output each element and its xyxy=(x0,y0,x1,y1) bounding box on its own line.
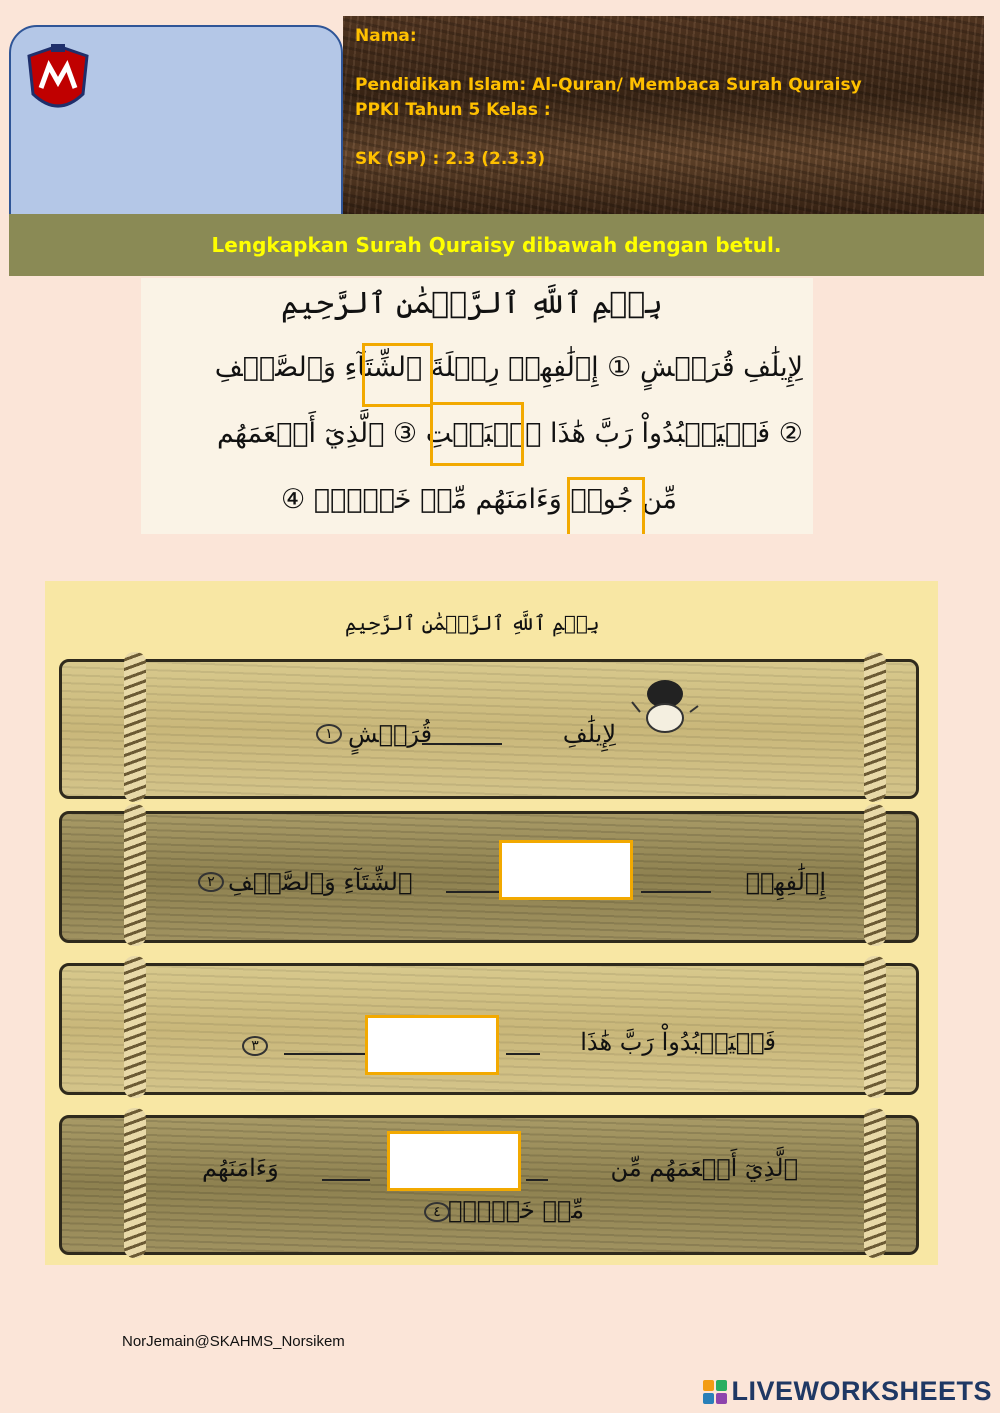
school-crest-icon xyxy=(23,42,93,122)
rope-left xyxy=(124,1108,146,1258)
verse-1-end: قُرَيۡشٍ xyxy=(348,720,433,748)
verse-4-blank-line-left xyxy=(322,1178,370,1181)
verse-4-start: ٱلَّذِيٓ أَطۡعَمَهُم مِّن xyxy=(610,1154,798,1182)
highlight-word-2 xyxy=(430,402,524,466)
worksheet-basmalah: بِسۡمِ ٱللَّهِ ٱلرَّحۡمَٰنِ ٱلرَّحِيمِ xyxy=(345,611,600,635)
liveworksheets-logo[interactable] xyxy=(703,1376,992,1407)
verse-2-blank-line-left xyxy=(446,890,504,893)
rope-right xyxy=(864,956,886,1098)
rope-left xyxy=(124,956,146,1098)
verse-4-number: ٤ xyxy=(424,1202,450,1222)
verse-4-line-2: مِّنۡ خَوۡفِۭ xyxy=(448,1196,585,1224)
verse-2-end: ٱلشِّتَآءِ وَٱلصَّيۡفِ xyxy=(228,868,413,896)
verse-1-start: لِإِيلَٰفِ xyxy=(562,720,616,748)
rope-right xyxy=(864,1108,886,1258)
verse-3-blank-line-left xyxy=(284,1052,370,1055)
rope-right xyxy=(864,652,886,802)
highlight-word-3 xyxy=(567,477,645,534)
standard-line: SK (SP) : 2.3 (2.3.3) xyxy=(355,149,546,169)
reference-line-2: ② فَلۡيَعۡبُدُواْ رَبَّ هَٰذَا ٱلۡبَيۡتِ ③ ٱلَّذِيٓ أَطۡعَمَهُم xyxy=(217,418,803,449)
reference-line-3: مِّن جُوعٖ وَءَامَنَهُم مِّنۡ خَوۡفِۭ ④ xyxy=(281,484,678,515)
worksheet-board xyxy=(45,581,938,1265)
class-line: PPKI Tahun 5 Kelas : xyxy=(355,100,551,120)
verse-4-blank-line-right xyxy=(526,1178,548,1181)
verse-1-blank-line xyxy=(422,742,502,745)
verse-3-blank-line-right xyxy=(506,1052,540,1055)
name-label: Nama: xyxy=(355,26,417,46)
rope-left xyxy=(124,652,146,802)
verse-2-blank-line-right xyxy=(641,890,711,893)
highlight-word-1 xyxy=(362,343,433,407)
answer-input-2[interactable] xyxy=(365,1015,499,1075)
student-info-panel xyxy=(343,16,984,214)
rope-right xyxy=(864,804,886,946)
reference-line-1: لِإِيلَٰفِ قُرَيۡشٍ ① إِۦلَٰفِهِمۡ رِحۡلَةَ ٱلشِّتَآءِ وَٱلصَّيۡفِ xyxy=(214,352,803,383)
verse-2-number: ٢ xyxy=(198,872,224,892)
subject-line: Pendidikan Islam: Al-Quran/ Membaca Surah Quraisy xyxy=(355,75,862,95)
liveworksheets-brand: LIVEWORKSHEETS xyxy=(731,1376,992,1406)
verse-4-end: وَءَامَنَهُم xyxy=(202,1154,279,1182)
reference-basmalah: بِسۡمِ ٱللَّهِ ٱلرَّحۡمَٰنِ ٱلرَّحِيمِ xyxy=(281,286,663,321)
author-credit: NorJemain@SKAHMS_Norsikem xyxy=(122,1333,345,1350)
school-logo-panel xyxy=(9,25,343,223)
mouse-illustration-icon xyxy=(630,672,700,738)
verse-3-number: ٣ xyxy=(242,1036,268,1056)
rope-left xyxy=(124,804,146,946)
instruction-text: Lengkapkan Surah Quraisy dibawah dengan betul. xyxy=(211,233,782,257)
instruction-banner xyxy=(9,214,984,276)
answer-input-3[interactable] xyxy=(387,1131,521,1191)
answer-input-1[interactable] xyxy=(499,840,633,900)
verse-1-number: ١ xyxy=(316,724,342,744)
verse-2-start: إِۦلَٰفِهِمۡ xyxy=(745,868,826,896)
liveworksheets-grid-icon xyxy=(703,1380,727,1404)
verse-plank-2 xyxy=(59,811,919,943)
verse-3-start: فَلۡيَعۡبُدُواْ رَبَّ هَٰذَا xyxy=(580,1028,776,1056)
verse-plank-1 xyxy=(59,659,919,799)
quran-reference-panel xyxy=(141,278,813,534)
